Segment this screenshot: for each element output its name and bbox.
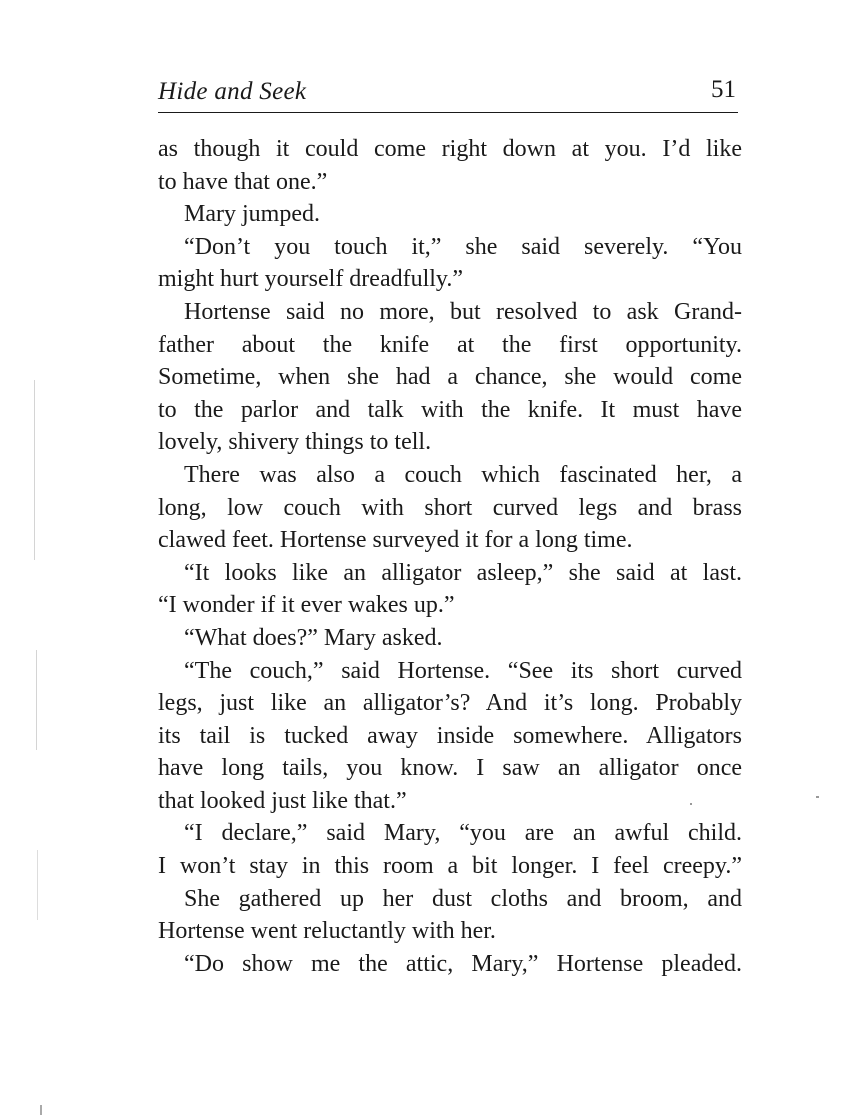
text-line: I won’t stay in this room a bit longer. I feel creepy.” — [158, 853, 742, 880]
text-line: as though it could come right down at you. I’d like — [158, 136, 742, 162]
scan-mark — [34, 380, 35, 560]
text-line: “What does?” Mary asked. — [184, 624, 443, 651]
scan-mark — [690, 803, 692, 805]
text-line: that looked just like that.” — [158, 787, 407, 814]
text-line: Sometime, when she had a chance, she would come — [158, 364, 742, 391]
text-line: “Don’t you touch it,” she said severely. “You — [184, 233, 742, 260]
text-line: its tail is tucked away inside somewhere. Alligators — [158, 722, 742, 749]
text-line: lovely, shivery things to tell. — [158, 429, 432, 456]
section-title: Hide and Seek — [158, 78, 307, 105]
text-line: She gathered up her dust cloths and broom, and — [184, 885, 742, 912]
scan-mark — [40, 1105, 42, 1115]
text-line: Mary jumped. — [184, 201, 320, 228]
text-line: “It looks like an alligator asleep,” she said at last. — [184, 559, 742, 586]
text-line: “I declare,” said Mary, “you are an awful child. — [184, 820, 742, 847]
text-line: “The couch,” said Hortense. “See its short curved — [184, 657, 742, 684]
text-line: Hortense went reluctantly with her. — [158, 918, 496, 945]
text-line: to the parlor and talk with the knife. It must have — [158, 396, 742, 423]
text-line: “I wonder if it ever wakes up.” — [158, 592, 455, 619]
body-text — [158, 133, 742, 980]
text-line: might hurt yourself dreadfully.” — [158, 266, 464, 293]
text-line: legs, just like an alligator’s? And it’s long. Probably — [158, 690, 742, 717]
text-line: have long tails, you know. I saw an alligator once — [158, 755, 742, 782]
scan-mark — [37, 850, 38, 920]
text-line: “Do show me the attic, Mary,” Hortense pleaded. — [184, 950, 742, 977]
scan-mark — [816, 796, 819, 798]
text-line: long, low couch with short curved legs and brass — [158, 494, 742, 521]
text-line: There was also a couch which fascinated her, a — [184, 461, 742, 488]
scan-mark — [36, 650, 37, 750]
page-number: 51 — [711, 76, 736, 103]
text-line: to have that one.” — [158, 168, 328, 195]
text-line: father about the knife at the first opportunity. — [158, 331, 742, 358]
running-header — [158, 74, 738, 113]
text-line: clawed feet. Hortense surveyed it for a long time. — [158, 527, 633, 554]
text-line: Hortense said no more, but resolved to ask Grand- — [184, 298, 742, 325]
